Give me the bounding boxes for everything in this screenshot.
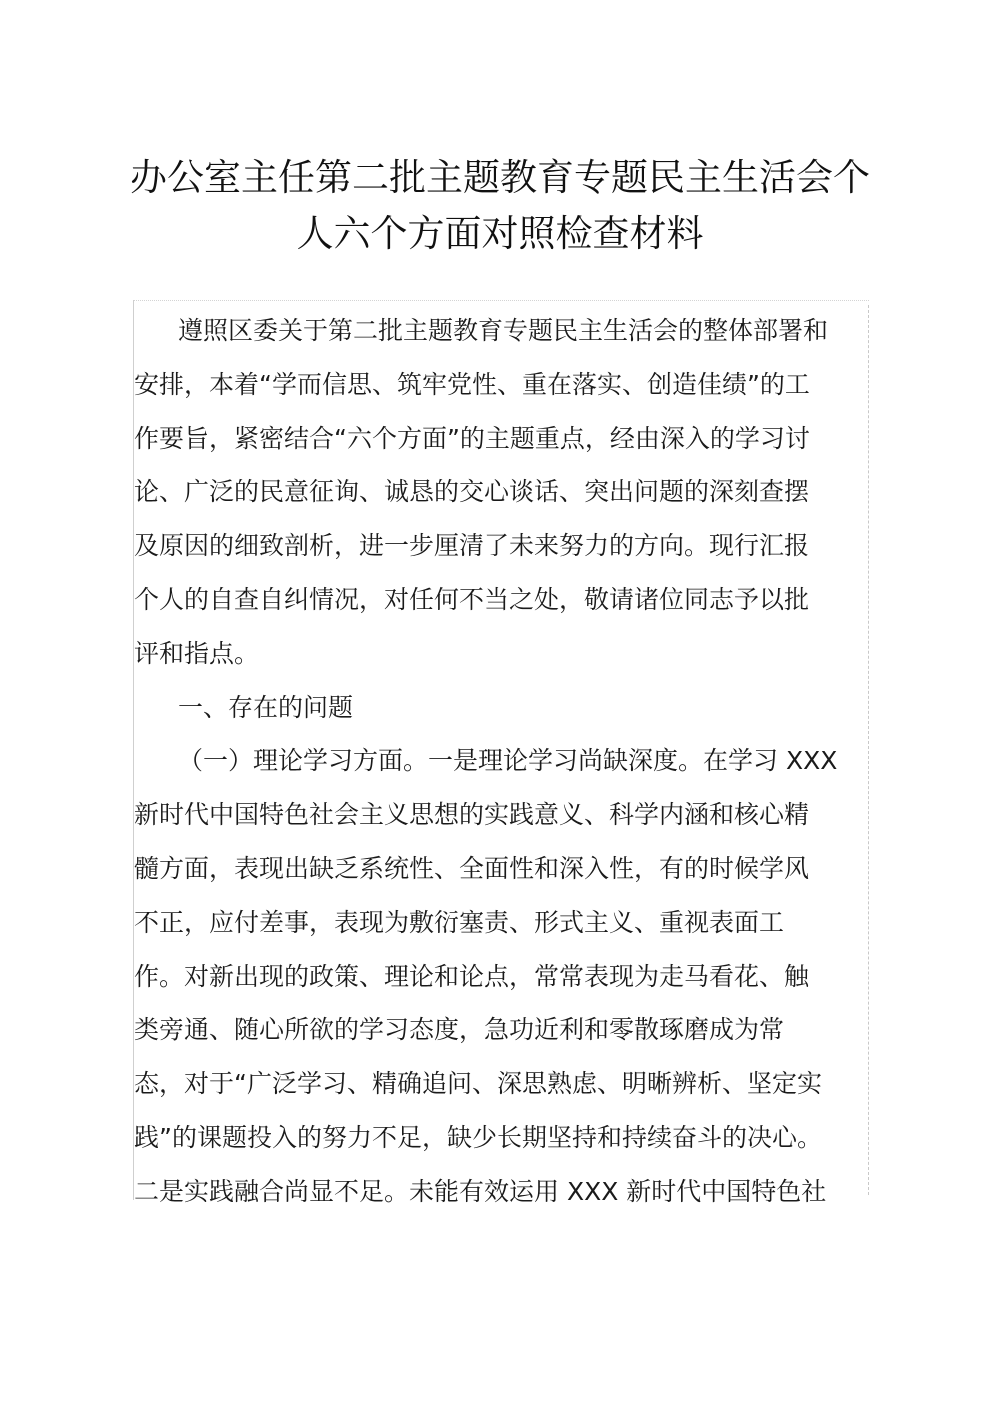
text-line: 作。对新出现的政策、理论和论点，常常表现为走马看花、触 bbox=[134, 961, 810, 991]
paragraph-theory-study bbox=[134, 734, 868, 1218]
text-frame-right-border bbox=[868, 305, 870, 1195]
title-line-1: 办公室主任第二批主题教育专题民主生活会个 bbox=[130, 156, 870, 199]
text-line: 遵照区委关于第二批主题教育专题民主生活会的整体部署和 bbox=[178, 316, 829, 345]
text-line: 髓方面，表现出缺乏系统性、全面性和深入性，有的时候学风 bbox=[134, 853, 810, 883]
title-line-2: 人六个方面对照检查材料 bbox=[296, 212, 704, 255]
text-line: 新时代中国特色社会主义思想的实践意义、科学内涵和核心精 bbox=[134, 800, 810, 830]
text-line: 及原因的细致剖析，进一步厘清了未来努力的方向。现行汇报 bbox=[134, 531, 810, 561]
text-frame-top-border bbox=[133, 300, 869, 301]
text-line: 安排，本着“学而信思、筑牢党性、重在落实、创造佳绩”的工 bbox=[134, 369, 810, 399]
text-line: 个人的自查自纠情况，对任何不当之处，敬请诸位同志予以批 bbox=[134, 584, 810, 614]
paragraph-intro bbox=[134, 304, 868, 681]
text-line: 评和指点。 bbox=[134, 638, 260, 668]
text-line: 二是实践融合尚显不足。未能有效运用 XXX 新时代中国特色社 bbox=[134, 1176, 827, 1206]
text-line: 作要旨，紧密结合“六个方面”的主题重点，经由深入的学习讨 bbox=[134, 423, 810, 453]
text-line: 态，对于“广泛学习、精确追问、深思熟虑、明晰辨析、坚定实 bbox=[134, 1069, 822, 1099]
text-line: 不正，应付差事，表现为敷衍塞责、形式主义、重视表面工 bbox=[134, 907, 785, 937]
document-title bbox=[120, 150, 880, 262]
heading-text: 一、存在的问题 bbox=[178, 692, 354, 722]
text-line: 论、广泛的民意征询、诚恳的交心谈话、突出问题的深刻查摆 bbox=[134, 477, 810, 507]
text-line: （一）理论学习方面。一是理论学习尚缺深度。在学习 XXX bbox=[178, 746, 838, 776]
document-body bbox=[134, 304, 868, 1219]
section-heading-problems bbox=[134, 681, 868, 735]
text-line: 类旁通、随心所欲的学习态度，急功近利和零散琢磨成为常 bbox=[134, 1015, 785, 1045]
text-line: 践”的课题投入的努力不足，缺少长期坚持和持续奋斗的决心。 bbox=[134, 1122, 822, 1152]
